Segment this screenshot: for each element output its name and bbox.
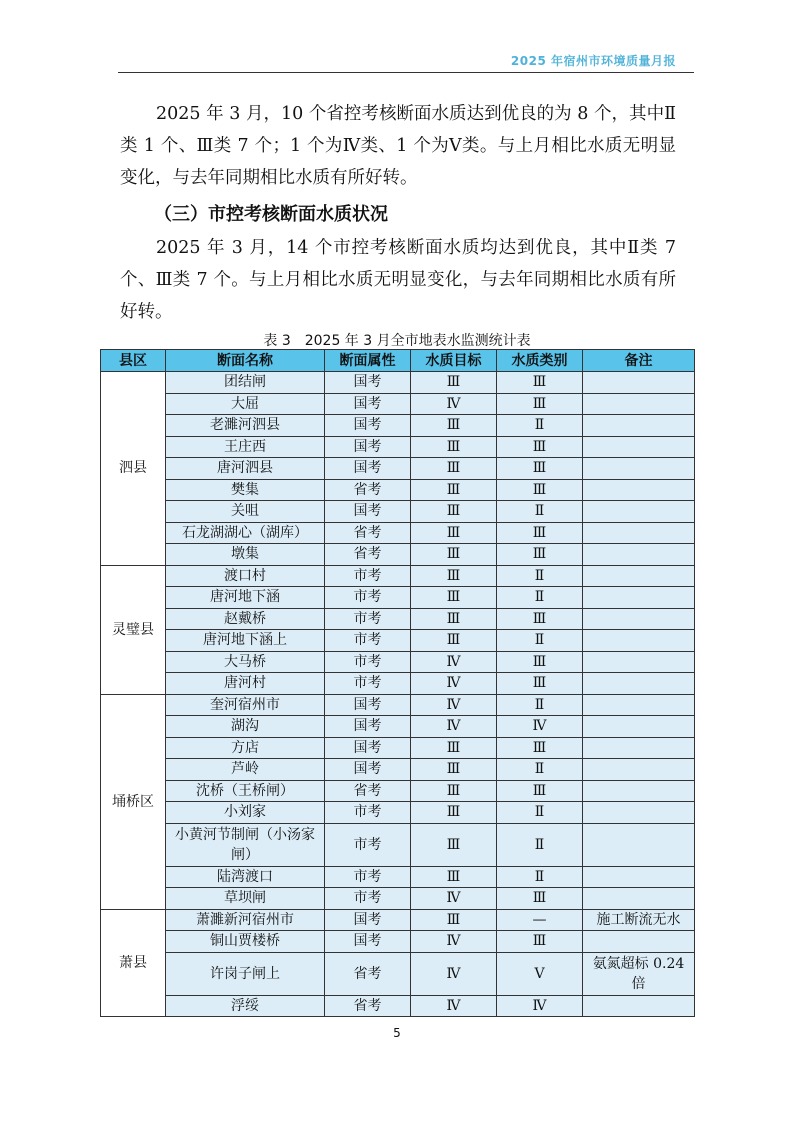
quality-class-cell: Ⅳ	[497, 716, 583, 738]
section-attribute-cell: 国考	[325, 737, 411, 759]
quality-target-cell: Ⅲ	[411, 737, 497, 759]
quality-target-cell: Ⅲ	[411, 587, 497, 609]
section-attribute-cell: 国考	[325, 458, 411, 480]
quality-class-cell: Ⅲ	[497, 673, 583, 695]
section-attribute-cell: 省考	[325, 522, 411, 544]
note-cell	[583, 866, 695, 888]
section-name-cell: 老濉河泗县	[166, 415, 325, 437]
county-cell: 灵璧县	[101, 565, 166, 694]
section-name-cell: 小刘家	[166, 802, 325, 824]
quality-target-cell: Ⅲ	[411, 458, 497, 480]
section-name-cell: 湖沟	[166, 716, 325, 738]
note-cell	[583, 479, 695, 501]
table-row	[101, 565, 695, 587]
section-name-cell: 墩集	[166, 544, 325, 566]
section-attribute-cell: 国考	[325, 436, 411, 458]
section-name-cell: 小黄河节制闸（小汤家闸）	[166, 823, 325, 866]
note-cell: 氨氮超标 0.24 倍	[583, 952, 695, 995]
note-cell	[583, 458, 695, 480]
note-cell	[583, 694, 695, 716]
quality-class-cell: Ⅲ	[497, 780, 583, 802]
quality-class-cell: Ⅲ	[497, 479, 583, 501]
table-row	[101, 716, 695, 738]
section-name-cell: 萧濉新河宿州市	[166, 909, 325, 931]
note-cell	[583, 888, 695, 910]
note-cell	[583, 415, 695, 437]
quality-target-cell: Ⅲ	[411, 759, 497, 781]
quality-target-cell: Ⅲ	[411, 608, 497, 630]
section-attribute-cell: 市考	[325, 565, 411, 587]
header-county: 县区	[101, 350, 166, 372]
table-row	[101, 802, 695, 824]
note-cell	[583, 823, 695, 866]
quality-target-cell: Ⅲ	[411, 501, 497, 523]
section-name-cell: 陆湾渡口	[166, 866, 325, 888]
section-attribute-cell: 国考	[325, 501, 411, 523]
section-name-cell: 奎河宿州市	[166, 694, 325, 716]
quality-class-cell: Ⅱ	[497, 694, 583, 716]
section-attribute-cell: 市考	[325, 608, 411, 630]
section-attribute-cell: 市考	[325, 888, 411, 910]
quality-class-cell: Ⅱ	[497, 759, 583, 781]
table-row	[101, 694, 695, 716]
section-name-cell: 草坝闸	[166, 888, 325, 910]
quality-class-cell: Ⅲ	[497, 436, 583, 458]
quality-class-cell: Ⅲ	[497, 393, 583, 415]
section-name-cell: 唐河泗县	[166, 458, 325, 480]
table-row	[101, 759, 695, 781]
header-section-name: 断面名称	[166, 350, 325, 372]
county-cell: 埇桥区	[101, 694, 166, 909]
table-row	[101, 479, 695, 501]
section-attribute-cell: 国考	[325, 716, 411, 738]
report-header-title: 2025 年宿州市环境质量月报	[510, 54, 676, 68]
section-attribute-cell: 市考	[325, 651, 411, 673]
note-cell	[583, 780, 695, 802]
table-row	[101, 673, 695, 695]
header-quality-target: 水质目标	[411, 350, 497, 372]
table-row	[101, 436, 695, 458]
table-row	[101, 544, 695, 566]
table-row	[101, 630, 695, 652]
quality-class-cell: Ⅲ	[497, 737, 583, 759]
quality-target-cell: Ⅲ	[411, 909, 497, 931]
quality-class-cell: Ⅲ	[497, 608, 583, 630]
quality-target-cell: Ⅳ	[411, 995, 497, 1017]
section-attribute-cell: 市考	[325, 823, 411, 866]
quality-target-cell: Ⅲ	[411, 544, 497, 566]
section-attribute-cell: 省考	[325, 780, 411, 802]
header-section-attribute: 断面属性	[325, 350, 411, 372]
note-cell	[583, 372, 695, 394]
quality-target-cell: Ⅳ	[411, 888, 497, 910]
quality-class-cell: Ⅲ	[497, 544, 583, 566]
quality-target-cell: Ⅲ	[411, 522, 497, 544]
section-name-cell: 沈桥（王桥闸）	[166, 780, 325, 802]
section-attribute-cell: 国考	[325, 909, 411, 931]
section-attribute-cell: 市考	[325, 587, 411, 609]
section-attribute-cell: 国考	[325, 415, 411, 437]
section-name-cell: 唐河村	[166, 673, 325, 695]
table-row	[101, 415, 695, 437]
note-cell	[583, 673, 695, 695]
quality-class-cell: Ⅲ	[497, 888, 583, 910]
note-cell	[583, 716, 695, 738]
note-cell	[583, 995, 695, 1017]
section-name-cell: 铜山贾楼桥	[166, 931, 325, 953]
note-cell	[583, 393, 695, 415]
quality-target-cell: Ⅲ	[411, 780, 497, 802]
section-attribute-cell: 市考	[325, 802, 411, 824]
table-row	[101, 587, 695, 609]
table-row	[101, 458, 695, 480]
table-row	[101, 952, 695, 995]
section-attribute-cell: 国考	[325, 694, 411, 716]
page-number: 5	[393, 1026, 401, 1040]
note-cell	[583, 587, 695, 609]
note-cell	[583, 737, 695, 759]
quality-target-cell: Ⅲ	[411, 372, 497, 394]
quality-target-cell: Ⅲ	[411, 565, 497, 587]
table-row	[101, 393, 695, 415]
municipal-sections-paragraph: 2025 年 3 月，14 个市控考核断面水质均达到优良，其中Ⅱ类 7 个、Ⅲ类 7 个。与上月相比水质无明显变化，与去年同期相比水质有所好转。	[120, 238, 676, 322]
county-cell: 萧县	[101, 909, 166, 1017]
note-cell	[583, 630, 695, 652]
section-name-cell: 王庄西	[166, 436, 325, 458]
note-cell	[583, 802, 695, 824]
section-name-cell: 唐河地下涵上	[166, 630, 325, 652]
quality-class-cell: Ⅲ	[497, 931, 583, 953]
note-cell	[583, 565, 695, 587]
note-cell	[583, 931, 695, 953]
header-rule	[118, 72, 694, 73]
table-row	[101, 909, 695, 931]
quality-target-cell: Ⅲ	[411, 823, 497, 866]
quality-class-cell: Ⅱ	[497, 565, 583, 587]
note-cell	[583, 759, 695, 781]
table-row	[101, 737, 695, 759]
header-note: 备注	[583, 350, 695, 372]
quality-class-cell: Ⅴ	[497, 952, 583, 995]
section-attribute-cell: 市考	[325, 673, 411, 695]
section-attribute-cell: 国考	[325, 931, 411, 953]
section-heading: （三）市控考核断面水质状况	[154, 204, 388, 225]
table-row	[101, 888, 695, 910]
quality-target-cell: Ⅲ	[411, 415, 497, 437]
table-row	[101, 501, 695, 523]
quality-class-cell: Ⅲ	[497, 372, 583, 394]
quality-class-cell: Ⅱ	[497, 501, 583, 523]
provincial-sections-paragraph: 2025 年 3 月，10 个省控考核断面水质达到优良的为 8 个，其中Ⅱ类 1 个、Ⅲ类 7 个；1 个为Ⅳ类、1 个为Ⅴ类。与上月相比水质无明显变化，与去年同期相比水质有所好转。	[120, 104, 676, 188]
section-name-cell: 芦岭	[166, 759, 325, 781]
table-row	[101, 372, 695, 394]
table-caption: 表 3 2025 年 3 月全市地表水监测统计表	[263, 333, 531, 349]
quality-target-cell: Ⅳ	[411, 931, 497, 953]
quality-class-cell: Ⅳ	[497, 995, 583, 1017]
section-attribute-cell: 省考	[325, 479, 411, 501]
quality-class-cell: Ⅱ	[497, 823, 583, 866]
note-cell	[583, 501, 695, 523]
section-name-cell: 樊集	[166, 479, 325, 501]
section-attribute-cell: 省考	[325, 995, 411, 1017]
section-name-cell: 关咀	[166, 501, 325, 523]
note-cell	[583, 522, 695, 544]
section-attribute-cell: 国考	[325, 372, 411, 394]
table-row	[101, 995, 695, 1017]
section-name-cell: 团结闸	[166, 372, 325, 394]
quality-target-cell: Ⅳ	[411, 694, 497, 716]
section-name-cell: 许岗子闸上	[166, 952, 325, 995]
section-attribute-cell: 省考	[325, 544, 411, 566]
quality-target-cell: Ⅲ	[411, 479, 497, 501]
section-attribute-cell: 国考	[325, 393, 411, 415]
table-row	[101, 608, 695, 630]
quality-target-cell: Ⅳ	[411, 651, 497, 673]
table-body	[101, 372, 695, 1017]
section-name-cell: 大马桥	[166, 651, 325, 673]
quality-class-cell: Ⅱ	[497, 802, 583, 824]
note-cell	[583, 651, 695, 673]
section-attribute-cell: 市考	[325, 866, 411, 888]
section-name-cell: 浮绥	[166, 995, 325, 1017]
table-row	[101, 522, 695, 544]
table-row	[101, 651, 695, 673]
quality-target-cell: Ⅳ	[411, 673, 497, 695]
section-name-cell: 方店	[166, 737, 325, 759]
section-attribute-cell: 市考	[325, 630, 411, 652]
note-cell	[583, 436, 695, 458]
section-name-cell: 渡口村	[166, 565, 325, 587]
quality-class-cell: Ⅱ	[497, 415, 583, 437]
section-name-cell: 石龙湖湖心（湖库）	[166, 522, 325, 544]
quality-target-cell: Ⅳ	[411, 952, 497, 995]
quality-class-cell: Ⅱ	[497, 866, 583, 888]
section-attribute-cell: 省考	[325, 952, 411, 995]
quality-class-cell: Ⅱ	[497, 587, 583, 609]
note-cell: 施工断流无水	[583, 909, 695, 931]
quality-target-cell: Ⅲ	[411, 436, 497, 458]
county-cell: 泗县	[101, 372, 166, 566]
quality-target-cell: Ⅳ	[411, 716, 497, 738]
quality-target-cell: Ⅳ	[411, 393, 497, 415]
table-row	[101, 866, 695, 888]
quality-target-cell: Ⅲ	[411, 630, 497, 652]
table-row	[101, 931, 695, 953]
table-header-row	[101, 350, 695, 372]
quality-target-cell: Ⅲ	[411, 802, 497, 824]
section-name-cell: 赵戴桥	[166, 608, 325, 630]
table-row	[101, 823, 695, 866]
quality-target-cell: Ⅲ	[411, 866, 497, 888]
table-row	[101, 780, 695, 802]
section-name-cell: 唐河地下涵	[166, 587, 325, 609]
header-quality-class: 水质类别	[497, 350, 583, 372]
note-cell	[583, 608, 695, 630]
quality-class-cell: Ⅲ	[497, 458, 583, 480]
water-quality-table	[100, 349, 695, 1017]
section-name-cell: 大屈	[166, 393, 325, 415]
quality-class-cell: Ⅲ	[497, 651, 583, 673]
note-cell	[583, 544, 695, 566]
section-attribute-cell: 国考	[325, 759, 411, 781]
quality-class-cell: Ⅱ	[497, 630, 583, 652]
quality-class-cell: Ⅲ	[497, 522, 583, 544]
quality-class-cell: —	[497, 909, 583, 931]
